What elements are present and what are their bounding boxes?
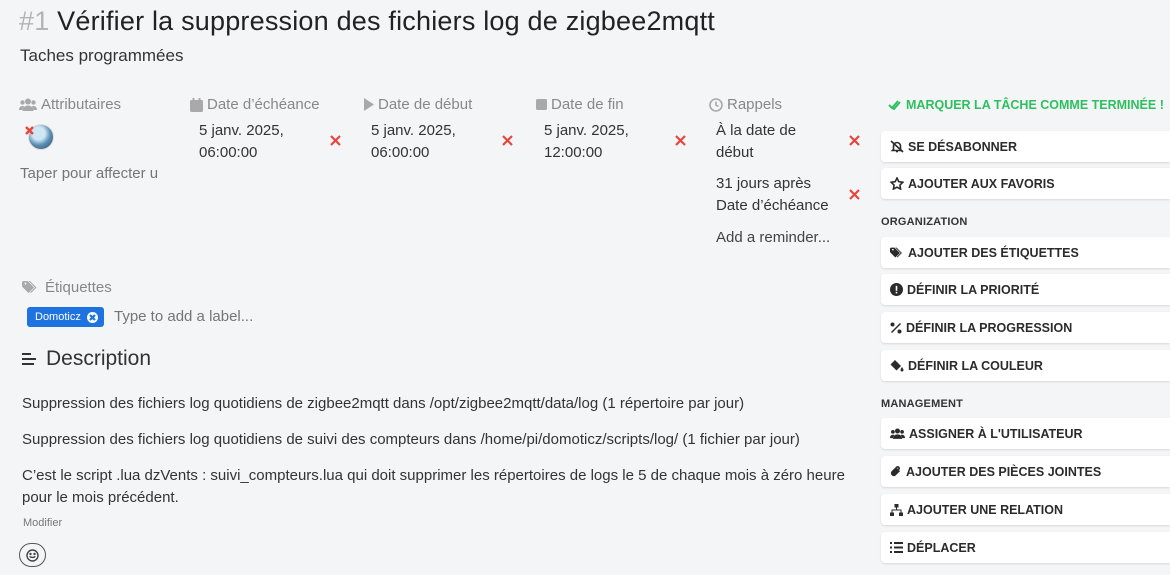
task-title[interactable]	[19, 6, 715, 37]
project-name[interactable]: Taches programmées	[20, 46, 184, 65]
list-icon	[890, 542, 903, 553]
clear-due-date-icon[interactable]	[328, 133, 342, 147]
clock-icon	[709, 98, 723, 112]
smile-icon	[26, 549, 39, 562]
clear-start-date-icon[interactable]	[500, 133, 514, 147]
double-check-icon	[888, 100, 901, 110]
management-heading: MANAGEMENT	[881, 398, 964, 410]
calendar-icon	[190, 98, 203, 112]
remove-label-icon[interactable]	[87, 312, 98, 323]
add-attachments-button[interactable]: AJOUTER DES PIÈCES JOINTES	[881, 456, 1170, 487]
label-input[interactable]	[114, 308, 314, 325]
exclamation-circle-icon	[890, 283, 903, 296]
assign-user-button[interactable]: ASSIGNER À L'UTILISATEUR	[881, 418, 1170, 449]
move-button[interactable]: DÉPLACER	[881, 532, 1170, 563]
users-icon	[890, 428, 905, 439]
add-reminder-link[interactable]: Add a reminder...	[716, 229, 831, 246]
start-date-value[interactable]: 5 janv. 2025, 06:00:00	[371, 122, 456, 161]
paperclip-icon	[890, 465, 902, 478]
end-date-heading: Date de fin	[536, 96, 624, 113]
description-paragraph: Suppression des fichiers log quotidiens de zigbee2mqtt dans /opt/zigbee2mqtt/data/log (1 répertoire par jour)	[22, 395, 745, 412]
due-date-heading: Date d’échéance	[190, 96, 320, 113]
sitemap-icon	[890, 504, 903, 516]
due-date-value[interactable]: 5 janv. 2025, 06:00:00	[199, 122, 284, 161]
align-left-icon	[22, 353, 36, 365]
label-chip[interactable]: Domoticz	[27, 307, 104, 327]
edit-description-link[interactable]: Modifier	[23, 517, 63, 529]
assignees-heading: Attributaires	[19, 96, 121, 113]
add-labels-button[interactable]: AJOUTER DES ÉTIQUETTES	[881, 237, 1170, 268]
add-favorite-button[interactable]: AJOUTER AUX FAVORIS	[881, 168, 1170, 199]
remove-assignee-icon[interactable]	[25, 122, 34, 131]
users-icon	[19, 98, 37, 111]
set-priority-button[interactable]: DÉFINIR LA PRIORITÉ	[881, 274, 1170, 305]
remove-reminder-icon[interactable]	[847, 187, 861, 201]
organization-heading: ORGANIZATION	[881, 216, 968, 228]
remove-reminder-icon[interactable]	[847, 133, 861, 147]
percent-icon	[890, 322, 902, 334]
tags-icon	[890, 247, 904, 259]
start-date-heading: Date de début	[364, 96, 472, 113]
reminder-item[interactable]: 31 jours après Date d’échéance	[716, 175, 829, 214]
description-heading: Description	[22, 347, 151, 371]
reminder-item[interactable]: À la date de début	[716, 122, 797, 161]
description-paragraph: Suppression des fichiers log quotidiens de suivi des compteurs dans /home/pi/domoticz/scripts/log/ (1 fichier par jour)	[22, 431, 800, 448]
description-paragraph: C’est le script .lua dzVents : suivi_compteurs.lua qui doit supprimer les répertoires de logs le 5 de chaque mois à zéro heure pour le mois précédent.	[22, 467, 845, 506]
clear-end-date-icon[interactable]	[673, 133, 687, 147]
set-color-button[interactable]: DÉFINIR LA COULEUR	[881, 350, 1170, 381]
star-icon	[890, 177, 904, 190]
end-date-value[interactable]: 5 janv. 2025, 12:00:00	[544, 122, 629, 161]
labels-heading: Étiquettes	[22, 279, 112, 296]
bell-slash-icon	[890, 140, 904, 153]
play-icon	[364, 98, 374, 111]
add-reaction-button[interactable]	[19, 543, 46, 567]
unsubscribe-button[interactable]: SE DÉSABONNER	[881, 131, 1170, 162]
set-progress-button[interactable]: DÉFINIR LA PROGRESSION	[881, 312, 1170, 343]
task-number: #1	[19, 6, 50, 36]
task-title-text: Vérifier la suppression des fichiers log de zigbee2mqtt	[57, 6, 715, 36]
fill-drip-icon	[890, 359, 904, 372]
add-relation-button[interactable]: AJOUTER UNE RELATION	[881, 494, 1170, 525]
tags-icon	[22, 281, 39, 294]
stop-icon	[536, 99, 547, 110]
reminders-heading: Rappels	[709, 96, 782, 113]
mark-done-button[interactable]: MARQUER LA TÂCHE COMME TERMINÉE !	[888, 98, 1164, 112]
assignee-input[interactable]	[20, 165, 160, 182]
